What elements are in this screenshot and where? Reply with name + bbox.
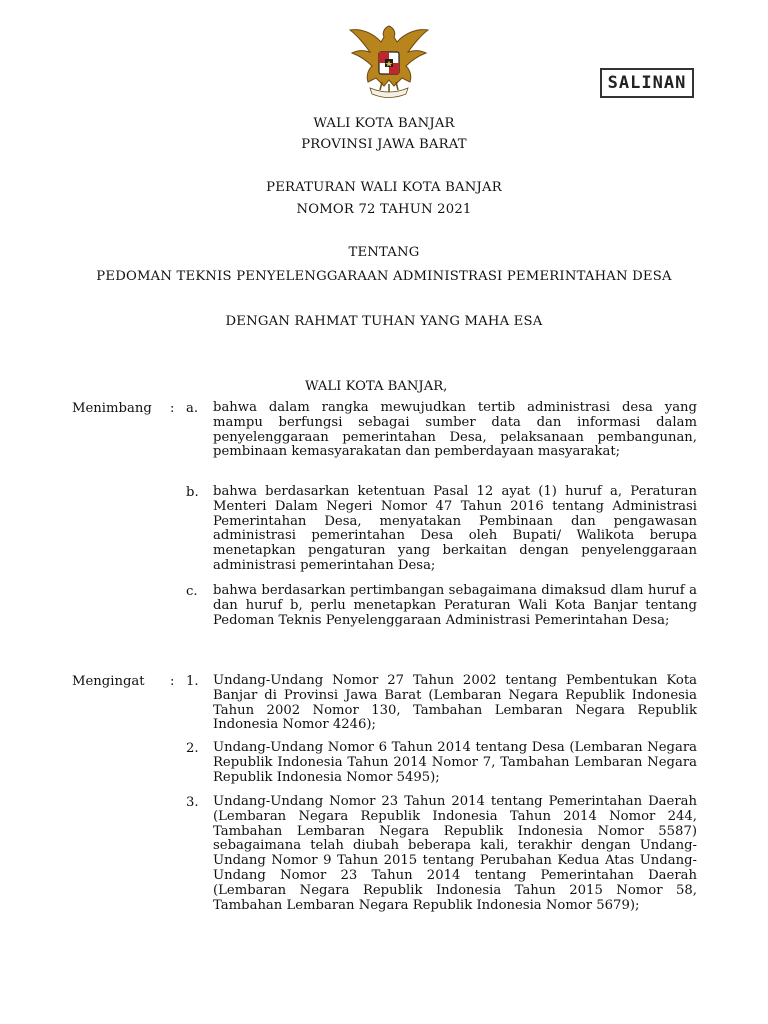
salinan-stamp: SALINAN [600,68,694,98]
mengingat-label: Mengingat [72,674,145,689]
issuer-title: WALI KOTA BANJAR [313,116,455,131]
invocation: DENGAN RAHMAT TUHAN YANG MAHA ESA [225,314,543,329]
mengingat-item-3: Undang-Undang Nomor 23 Tahun 2014 tentang Pemerintahan Daerah (Lembaran Negara Republik Indonesia Tahun 2014 Nomor 244, Tambahan Lembaran Negara Republik Indonesia Nomor 5587) sebagaimana telah diubah beberapa kali, terakhir dengan Undang-Undang Nomor 9 Tahun 2015 tentang Perubahan Kedua Atas Undang-Undang Nomor 23 Tahun 2014 tentang Pemerintahan Daerah (Lembaran Negara Republik Indonesia Tahun 2015 Nomor 58, Tambahan Lembaran Negara Republik Indonesia Nomor 5679); [213,794,697,913]
mengingat-marker-3: 3. [186,795,199,810]
regulation-subject: PEDOMAN TEKNIS PENYELENGGARAAN ADMINISTRASI PEMERINTAHAN DESA [96,269,672,284]
province-title: PROVINSI JAWA BARAT [301,137,467,152]
menimbang-item-c: bahwa berdasarkan pertimbangan sebagaimana dimaksud dlam huruf a dan huruf b, perlu menetapkan Peraturan Wali Kota Banjar tentang Pedoman Teknis Penyelenggaraan Administrasi Pemerintahan Desa; [213,583,697,628]
menimbang-colon: : [170,401,175,416]
regulation-title: PERATURAN WALI KOTA BANJAR [266,180,502,195]
menimbang-label: Menimbang [72,401,152,416]
mengingat-marker-2: 2. [186,741,199,756]
garuda-emblem-icon [344,22,434,104]
menimbang-item-a: bahwa dalam rangka mewujudkan tertib administrasi desa yang mampu berfungsi sebagai sumber data dan informasi dalam penyelenggaraan pemerintahan Desa, pelaksanaan pembangunan, pembinaan kemasyarakatan dan pemberdayaan masyarakat; [213,400,697,460]
menimbang-marker-c: c. [186,584,198,599]
menimbang-marker-b: b. [186,485,199,500]
menimbang-item-b: bahwa berdasarkan ketentuan Pasal 12 ayat (1) huruf a, Peraturan Menteri Dalam Negeri Nomor 47 Tahun 2016 tentang Administrasi Pemerintahan Desa, menyatakan Pembinaan dan pengawasan administrasi pemerintahan Desa oleh Bupati/ Walikota berupa menetapkan pengaturan yang berkaitan dengan penyelenggaraan administrasi pemerintahan Desa; [213,484,697,573]
mengingat-colon: : [170,674,175,689]
mengingat-item-1: Undang-Undang Nomor 27 Tahun 2002 tentang Pembentukan Kota Banjar di Provinsi Jawa Barat (Lembaran Negara Republik Indonesia Tahun 2002 Nomor 130, Tambahan Lembaran Negara Republik Indonesia Nomor 4246); [213,673,697,733]
menimbang-marker-a: a. [186,401,199,416]
mengingat-item-2: Undang-Undang Nomor 6 Tahun 2014 tentang Desa (Lembaran Negara Republik Indonesia Tahun 2014 Nomor 7, Tambahan Lembaran Negara Republik Indonesia Nomor 5495); [213,740,697,785]
about-heading: TENTANG [348,245,420,260]
mengingat-marker-1: 1. [186,674,199,689]
issuer-salutation: WALI KOTA BANJAR, [305,379,448,394]
regulation-number: NOMOR 72 TAHUN 2021 [296,202,472,217]
